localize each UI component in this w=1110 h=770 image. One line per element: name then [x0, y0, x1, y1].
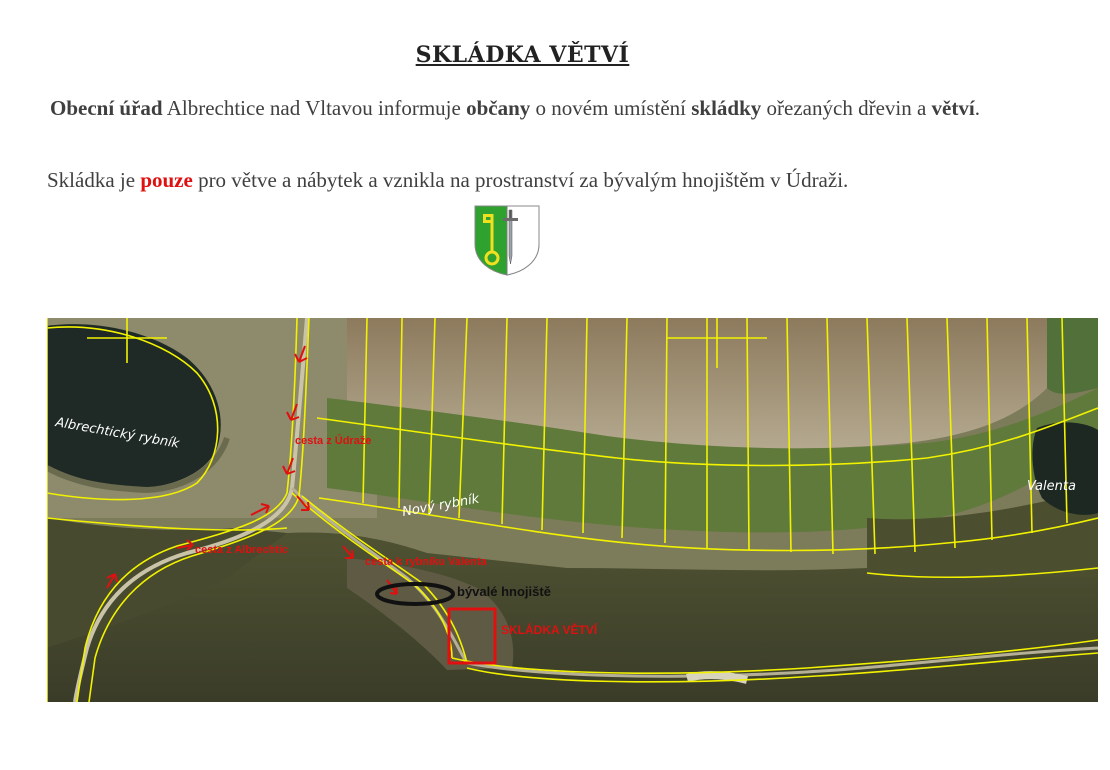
text-skladky: skládky	[691, 96, 762, 120]
text-segment: .	[974, 96, 980, 120]
text-vetvi: větví	[931, 96, 975, 120]
label-byvale-hnojiste: bývalé hnojiště	[457, 584, 551, 599]
label-cesta-z-udraze: cesta z Údraže	[295, 435, 372, 447]
label-valenta: Valenta	[1027, 479, 1076, 494]
text-obecni-urad: Obecní úřad	[50, 96, 163, 120]
text-segment: o novém umístění	[530, 96, 692, 120]
text-segment: ořezaných dřevin a	[761, 96, 932, 120]
label-skladka-vetvi: SKLÁDKA VĚTVÍ	[501, 623, 598, 637]
aerial-map	[47, 318, 1098, 702]
page-title: SKLÁDKA VĚTVÍ	[415, 42, 630, 68]
text-pouze: pouze	[140, 168, 193, 192]
text-segment: Skládka je	[47, 168, 141, 192]
municipal-coat-of-arms	[473, 204, 541, 276]
text-segment: Albrechtice nad Vltavou informuje	[162, 96, 467, 120]
paragraph-purpose	[47, 166, 1047, 195]
label-novy-rybnik: Nový rybník	[401, 491, 481, 520]
paragraph-info	[47, 94, 1047, 123]
text-segment: pro větve a nábytek a vznikla na prostranství za bývalým hnojištěm v Údraži.	[192, 168, 849, 192]
label-albrechticky-rybnik: Albrechtický rybník	[54, 415, 181, 452]
label-cesta-z-albrechtic: cesta z Albrechtic	[195, 544, 289, 556]
text-obcany: občany	[466, 96, 531, 120]
label-cesta-k-rybniku: cesta k rybníku Valenta	[365, 556, 487, 568]
